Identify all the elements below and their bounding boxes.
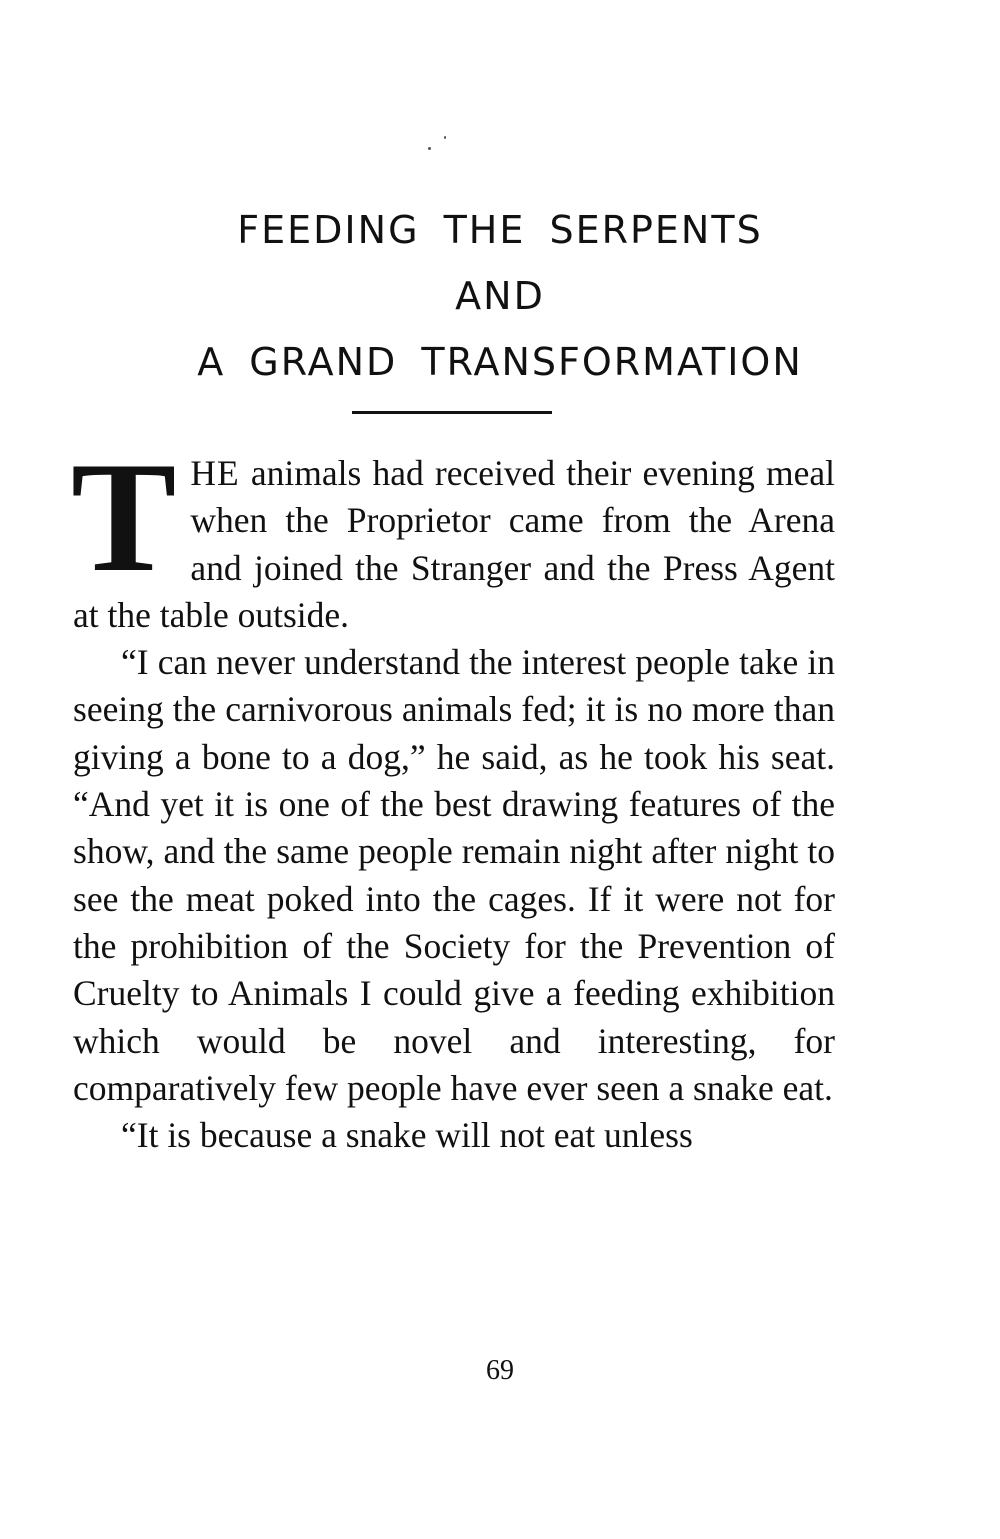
chapter-title-line-2: AND [455, 274, 545, 318]
paragraph-1 [71, 430, 835, 639]
paragraph-1-small-caps: HE [190, 453, 240, 493]
paragraph-2: “I can never understand the interest people take in seeing the carnivorous animals fed; it is no more than giving a bone to a dog,” he said, as he took his seat. “And yet it is one of the best drawing features of the show, and the same people remain night after night to see the meat poked into the cages. If it were not for the prohibition of the Society for the Prevention of Cruelty to Animals I could give a feeding exhibition which would be novel and interesting, for comparatively few people have ever seen a snake eat. [73, 642, 835, 1108]
page-number: 69 [486, 1355, 514, 1386]
paragraph-1-text: animals had received their evening meal when the Proprietor came from the Arena and joined the Stranger and the Press Agent at the table outside. [73, 453, 835, 635]
title-divider-rule [352, 411, 552, 414]
chapter-body [71, 430, 835, 1159]
print-speck [428, 147, 431, 150]
drop-cap: T [71, 430, 177, 605]
chapter-title-line-3: A GRAND TRANSFORMATION [197, 340, 803, 384]
paragraph-3: “It is because a snake will not eat unless [121, 1115, 693, 1156]
chapter-title-line-1: FEEDING THE SERPENTS [237, 208, 763, 252]
print-speck [444, 136, 446, 139]
